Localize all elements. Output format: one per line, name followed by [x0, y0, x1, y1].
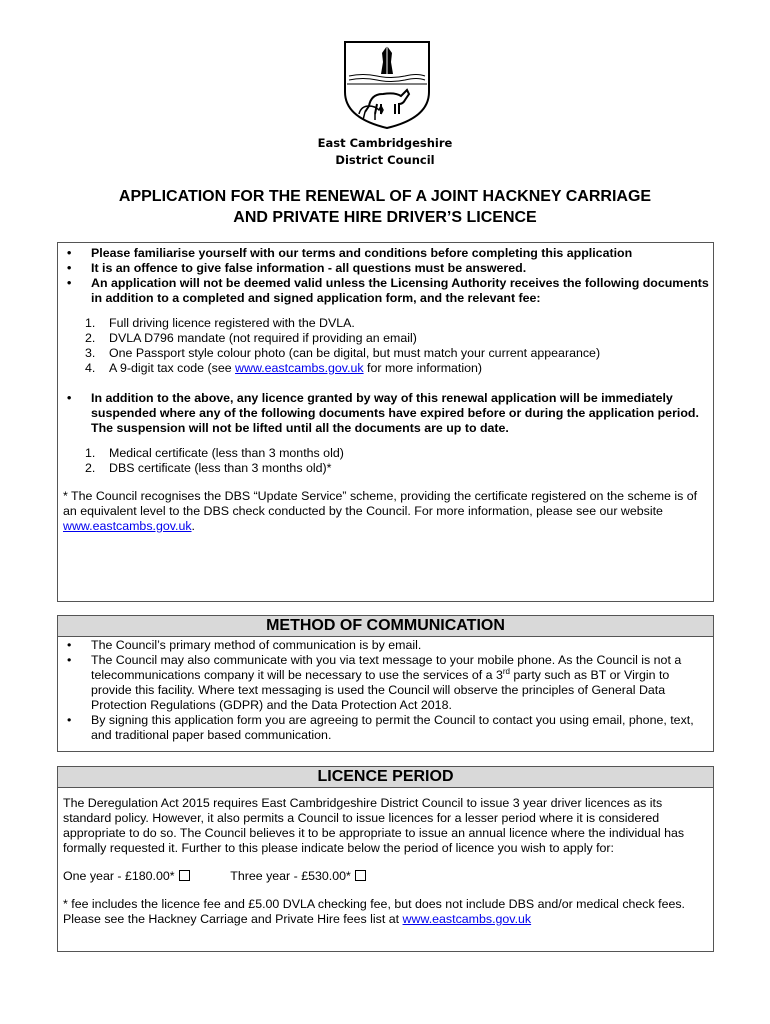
council-name-line2: District Council: [335, 153, 435, 167]
dbs-update-note: [58, 489, 713, 534]
communication-text: party such as BT or Virgin to provide this facility. Where text messaging is used the Council will observe the principles of General Data Protection Regulations (GDPR) and the Data Protection Act 2018.: [91, 668, 670, 712]
communication-item: • By signing this application form you are agreeing to permit the Council to contact you using email, phone, text, and traditional paper based communication.: [58, 713, 713, 743]
certificate-item: [58, 461, 713, 476]
eastcambs-link[interactable]: www.eastcambs.gov.uk: [235, 361, 364, 375]
document-number: 4.: [85, 361, 96, 375]
dbs-note-text: * The Council recognises the DBS “Update Service” scheme, providing the certificate registered on the scheme is of an equivalent level to the DBS check conducted by the Council. For more information, please see our website: [63, 489, 698, 518]
document-item: [58, 316, 713, 331]
document-item: [58, 361, 713, 376]
three-year-option-label: Three year - £530.00*: [230, 869, 351, 883]
communication-item: • The Council’s primary method of communication is by email.: [58, 638, 713, 653]
document-number: 2.: [85, 331, 96, 345]
certificate-text: Medical certificate (less than 3 months old): [109, 446, 344, 460]
document-item: [58, 331, 713, 346]
communication-list: [58, 637, 713, 743]
certificates-list: [58, 446, 713, 476]
required-documents-list: [58, 316, 713, 376]
eastcambs-link[interactable]: www.eastcambs.gov.uk: [402, 912, 532, 926]
communication-item: [58, 653, 713, 713]
page-title-line1: APPLICATION FOR THE RENEWAL OF A JOINT HACKNEY CARRIAGE: [118, 188, 652, 205]
licence-period-body: The Deregulation Act 2015 requires East Cambridgeshire District Council to issue 3 year driver licences as its standard policy. However, it also permits a Council to issue licences for a lesser period where it is considered appropriate to do so. The Council believes it to be appropriate to issue an annual licence where the individual has formally requested it. Further to this please indicate below the period of licence you wish to apply for:: [63, 796, 685, 855]
certificate-text: DBS certificate (less than 3 months old)*: [109, 461, 332, 475]
document-text: for more information): [363, 361, 483, 375]
page-title: [40, 186, 730, 228]
certificate-item: [58, 446, 713, 461]
document-item: [58, 346, 713, 361]
document-text: Full driving licence registered with the DVLA.: [109, 316, 355, 330]
licence-options: [58, 869, 713, 884]
certificate-number: 1.: [85, 446, 96, 460]
communication-text: The Council may also communicate with you via text message to your mobile phone. As the Council is not a telecommunications company it will be necessary to use the services of a 3: [91, 653, 682, 682]
suspension-list: [58, 391, 713, 436]
one-year-checkbox[interactable]: [179, 870, 190, 881]
fee-note-text: * fee includes the licence fee and £5.00 DVLA checking fee, but does not include DBS and/or medical check fees. Please see the Hackney Carriage and Private Hire fees list at: [63, 897, 685, 926]
document-number: 1.: [85, 316, 96, 330]
instructions-list: [58, 243, 713, 306]
eastcambs-link[interactable]: www.eastcambs.gov.uk: [63, 519, 192, 533]
licence-period-heading: LICENCE PERIOD: [58, 767, 713, 788]
document-text: A 9-digit tax code (see: [109, 361, 236, 375]
licence-period-box: [57, 766, 714, 952]
page-title-line2: AND PRIVATE HIRE DRIVER’S LICENCE: [233, 209, 537, 226]
instructions-box: [57, 242, 714, 602]
council-crest-icon: [343, 40, 431, 130]
dbs-note-end: .: [191, 519, 195, 533]
communication-heading: METHOD OF COMMUNICATION: [58, 616, 713, 637]
document-text: DVLA D796 mandate (not required if providing an email): [109, 331, 417, 345]
three-year-checkbox[interactable]: [355, 870, 366, 881]
communication-box: [57, 615, 714, 752]
instruction-item: • Please familiarise yourself with our terms and conditions before completing this application: [58, 246, 713, 261]
instruction-item: • An application will not be deemed valid unless the Licensing Authority receives the following documents in addition to a completed and signed application form, and the relevant fee:: [58, 276, 713, 306]
certificate-number: 2.: [85, 461, 96, 475]
document-number: 3.: [85, 346, 96, 360]
council-name-line1: East Cambridgeshire: [317, 136, 453, 150]
fee-note: [58, 897, 713, 927]
one-year-option-label: One year - £180.00*: [63, 869, 175, 883]
ordinal-suffix: rd: [502, 666, 510, 676]
suspension-item: • In addition to the above, any licence granted by way of this renewal application will be immediately suspended where any of the following documents have expired before or during the application period. The suspension will not be lifted until all the documents are up to date.: [58, 391, 713, 436]
instruction-item: • It is an offence to give false information - all questions must be answered.: [58, 261, 713, 276]
document-text: One Passport style colour photo (can be digital, but must match your current appearance): [109, 346, 601, 360]
